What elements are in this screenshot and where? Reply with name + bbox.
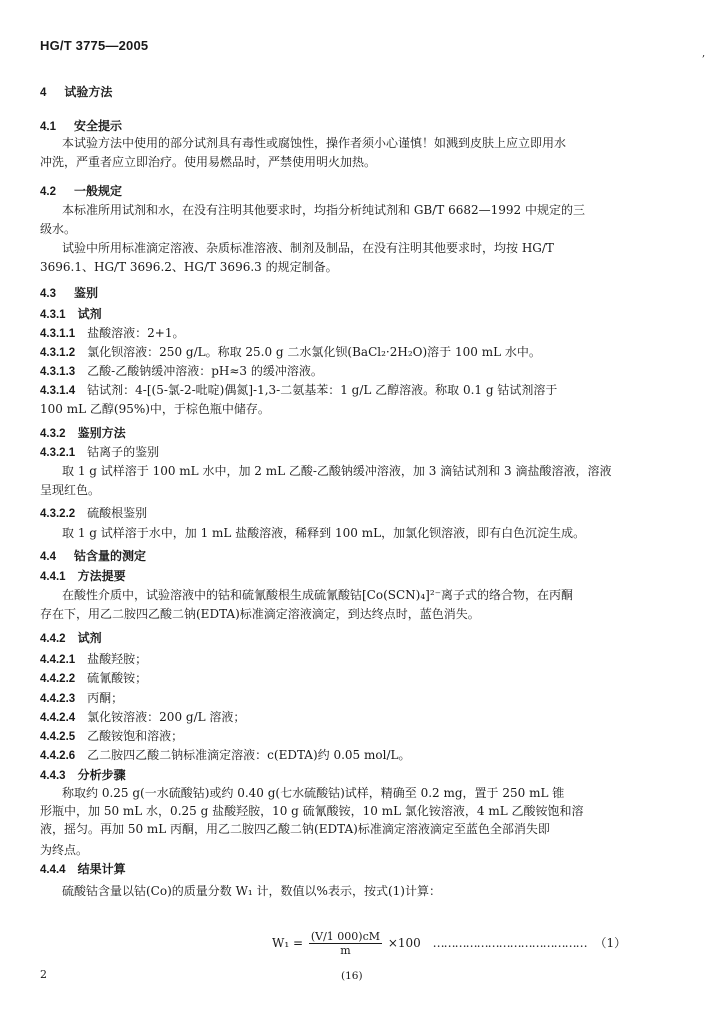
section-text: 试剂 [77,631,102,645]
section-heading [40,325,185,342]
section-number: 4.3.1.4 [40,385,76,397]
center-page-number: (16) [341,970,363,982]
section-heading [40,651,147,668]
section-heading [40,183,122,200]
formula-equation-number: （1） [594,936,627,950]
section-heading [40,84,112,101]
section-heading [40,709,245,726]
section-heading [40,767,126,784]
paragraph-line: 呈现红色。 [40,483,101,497]
paragraph-line: 本试验方法中使用的部分试剂具有毒性或腐蚀性，操作者须小心谨慎！如溅到皮肤上应立即用水 [62,136,567,150]
section-text: 鉴别方法 [77,426,126,440]
section-number: 4.4.2.3 [40,693,76,705]
section-number: 4.4.2 [40,633,66,645]
section-text: 盐酸溶液：2+1。 [87,326,185,340]
section-text: 硫氰酸铵； [87,671,148,685]
paragraph-line: 称取约 0.25 g(一水硫酸钴)或约 0.40 g(七水硫酸钴)试样，精确至 0.2 mg，置于 250 mL 锥 [62,786,565,800]
section-number: 4.4.2.6 [40,750,76,762]
section-number: 4.1 [40,121,56,133]
paragraph-line: 100 mL 乙醇(95%)中，于棕色瓶中储存。 [40,402,270,416]
section-text: 乙酸-乙酸钠缓冲溶液：pH≈3 的缓冲溶液。 [87,364,323,378]
section-text: 结果计算 [77,862,126,876]
section-text: 试剂 [77,307,102,321]
section-text: 一般规定 [74,184,123,198]
section-text: 盐酸羟胺； [87,652,148,666]
section-heading [40,306,102,323]
section-number: 4.4 [40,551,56,563]
section-number: 4.4.1 [40,571,66,583]
paragraph-line: 3696.1、HG/T 3696.2、HG/T 3696.3 的规定制备。 [40,260,338,274]
section-text: 氯化铵溶液：200 g/L 溶液； [87,710,246,724]
section-heading [40,344,541,361]
paragraph-line: 存在下，用乙二胺四乙酸二钠(EDTA)标准滴定溶液滴定，到达终点时，蓝色消失。 [40,607,480,621]
section-heading [40,505,147,522]
section-heading [40,548,146,565]
formula-rhs: ×100 [387,936,421,950]
section-text: 钴离子的鉴别 [87,445,160,459]
paragraph-line: 级水。 [40,222,77,236]
section-text: 硫酸根鉴别 [87,506,148,520]
section-number: 4.4.2.5 [40,731,76,743]
section-number: 4.3.2 [40,428,66,440]
section-heading [40,363,323,380]
section-number: 4.4.3 [40,770,66,782]
section-heading [40,382,557,399]
paragraph-line: 为终点。 [40,843,89,857]
formula-denominator: m [340,944,351,957]
section-heading [40,670,147,687]
paragraph-line: 试验中所用标准滴定溶液、杂质标准溶液、制剂及制品，在没有注明其他要求时，均按 HG/T [62,241,554,255]
section-number: 4.3.1.2 [40,347,76,359]
paragraph-line: 冲洗，严重者应立即治疗。使用易燃品时，严禁使用明火加热。 [40,155,377,169]
section-text: 氯化钡溶液：250 g/L。称取 25.0 g 二水氯化钡(BaCl₂·2H₂O)溶于 100 mL 水中。 [87,345,541,359]
formula-numerator: (V/1 000)cM [310,930,380,943]
section-number: 4.3.1 [40,309,66,321]
section-text: 钴试剂：4-[(5-氯-2-吡啶)偶氮]-1,3-二氨基苯：1 g/L 乙醇溶液。称取 0.1 g 钴试剂溶于 [87,383,558,397]
section-number: 4.4.2.4 [40,712,76,724]
page-number: 2 [40,968,47,981]
section-text: 试验方法 [64,85,113,99]
section-number: 4.4.2.2 [40,673,76,685]
section-heading [40,425,126,442]
section-heading [40,568,126,585]
section-heading [40,118,122,135]
formula-lhs: W₁ = [272,936,304,950]
edge-mark: , [702,48,706,59]
section-text: 方法提要 [77,569,126,583]
section-text: 乙二胺四乙酸二钠标准滴定溶液：c(EDTA)约 0.05 mol/L。 [87,748,411,762]
section-heading [40,630,102,647]
section-heading [40,747,410,764]
formula-1 [272,930,626,957]
section-number: 4.3.1.3 [40,366,76,378]
section-text: 钴含量的测定 [74,549,147,563]
section-number: 4.3 [40,288,56,300]
section-number: 4.4.2.1 [40,654,76,666]
paragraph-line: 硫酸钴含量以钴(Co)的质量分数 W₁ 计，数值以%表示，按式(1)计算： [62,884,441,898]
paragraph-line: 在酸性介质中，试验溶液中的钴和硫氰酸根生成硫氰酸钴[Co(SCN)₄]²⁻离子式的络合物，在丙酮 [62,588,573,602]
section-heading [40,728,183,745]
paragraph-line: 本标准所用试剂和水，在没有注明其他要求时，均指分析纯试剂和 GB/T 6682—1992 中规定的三 [62,203,585,217]
section-number: 4 [40,87,47,99]
section-heading [40,285,98,302]
section-text: 乙酸铵饱和溶液； [87,729,184,743]
section-heading [40,690,123,707]
paragraph-line: 形瓶中，加 50 mL 水，0.25 g 盐酸羟胺，10 g 硫氰酸铵，10 mL 氯化铵溶液，4 mL 乙酸铵饱和溶 [40,804,584,818]
paragraph-line: 取 1 g 试样溶于水中，加 1 mL 盐酸溶液，稀释到 100 mL，加氯化钡溶液，即有白色沉淀生成。 [62,526,586,540]
section-heading [40,444,159,461]
section-number: 4.3.2.2 [40,508,76,520]
paragraph-line: 取 1 g 试样溶于 100 mL 水中，加 2 mL 乙酸-乙酸钠缓冲溶液，加 3 滴钴试剂和 3 滴盐酸溶液，溶液 [62,464,612,478]
section-text: 安全提示 [74,119,123,133]
section-number: 4.2 [40,186,56,198]
section-number: 4.4.4 [40,864,66,876]
formula-leader: …………………………………… [432,936,587,950]
section-number: 4.3.1.1 [40,328,76,340]
section-text: 分析步骤 [77,768,126,782]
section-number: 4.3.2.1 [40,447,76,459]
section-text: 丙酮； [87,691,124,705]
section-heading [40,861,126,878]
section-text: 鉴别 [74,286,99,300]
paragraph-line: 液，摇匀。再加 50 mL 丙酮，用乙二胺四乙酸二钠(EDTA)标准滴定溶液滴定至蓝色全部消失即 [40,822,550,836]
standard-code: HG/T 3775—2005 [40,38,149,53]
